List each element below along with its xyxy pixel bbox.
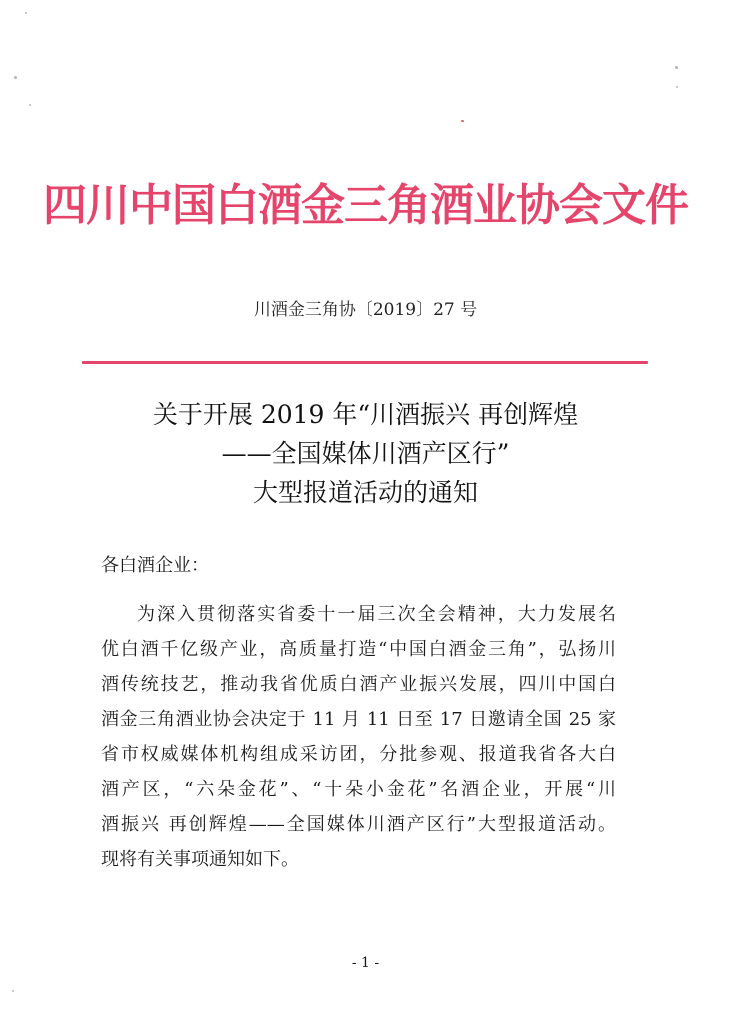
notice-title-line: ——全国媒体川酒产区行”	[221, 439, 510, 468]
scan-speck	[29, 104, 31, 106]
notice-title-line: 大型报道活动的通知	[252, 478, 478, 507]
body-line: 酒振兴 再创辉煌——全国媒体川酒产区行”大型报道活动。	[101, 814, 616, 835]
body-line: 现将有关事项通知如下。	[101, 849, 299, 870]
red-divider-line	[82, 361, 648, 364]
page-number: - 1 -	[351, 955, 380, 971]
document-number: 川酒金三角协〔2019〕27 号	[253, 300, 478, 320]
body-line: 为深入贯彻落实省委十一届三次全会精神，大力发展名	[137, 604, 616, 625]
notice-title-line: 关于开展 2019 年“川酒振兴 再创辉煌	[152, 400, 579, 429]
addressee: 各白酒企业：	[101, 555, 209, 576]
body-paragraph	[101, 597, 616, 877]
body-line: 省市权威媒体机构组成采访团，分批参观、报道我省各大白	[101, 744, 616, 765]
body-line: 优白酒千亿级产业，高质量打造“中国白酒金三角”，弘扬川	[101, 639, 616, 660]
notice-title	[0, 395, 731, 512]
scan-speck	[12, 990, 14, 992]
issuer-header-title: 四川中国白酒金三角酒业协会文件	[43, 180, 688, 231]
scan-speck	[461, 120, 464, 122]
scan-speck	[25, 12, 27, 14]
body-line: 酒金三角酒业协会决定于 11 月 11 日至 17 日邀请全国 25 家	[101, 709, 616, 730]
scan-speck	[675, 66, 678, 69]
body-line: 酒传统技艺，推动我省优质白酒产业振兴发展，四川中国白	[101, 674, 616, 695]
body-line: 酒产区，“六朵金花”、“十朵小金花”名酒企业，开展“川	[101, 779, 616, 800]
scan-speck	[676, 86, 678, 88]
scan-speck	[14, 76, 17, 79]
